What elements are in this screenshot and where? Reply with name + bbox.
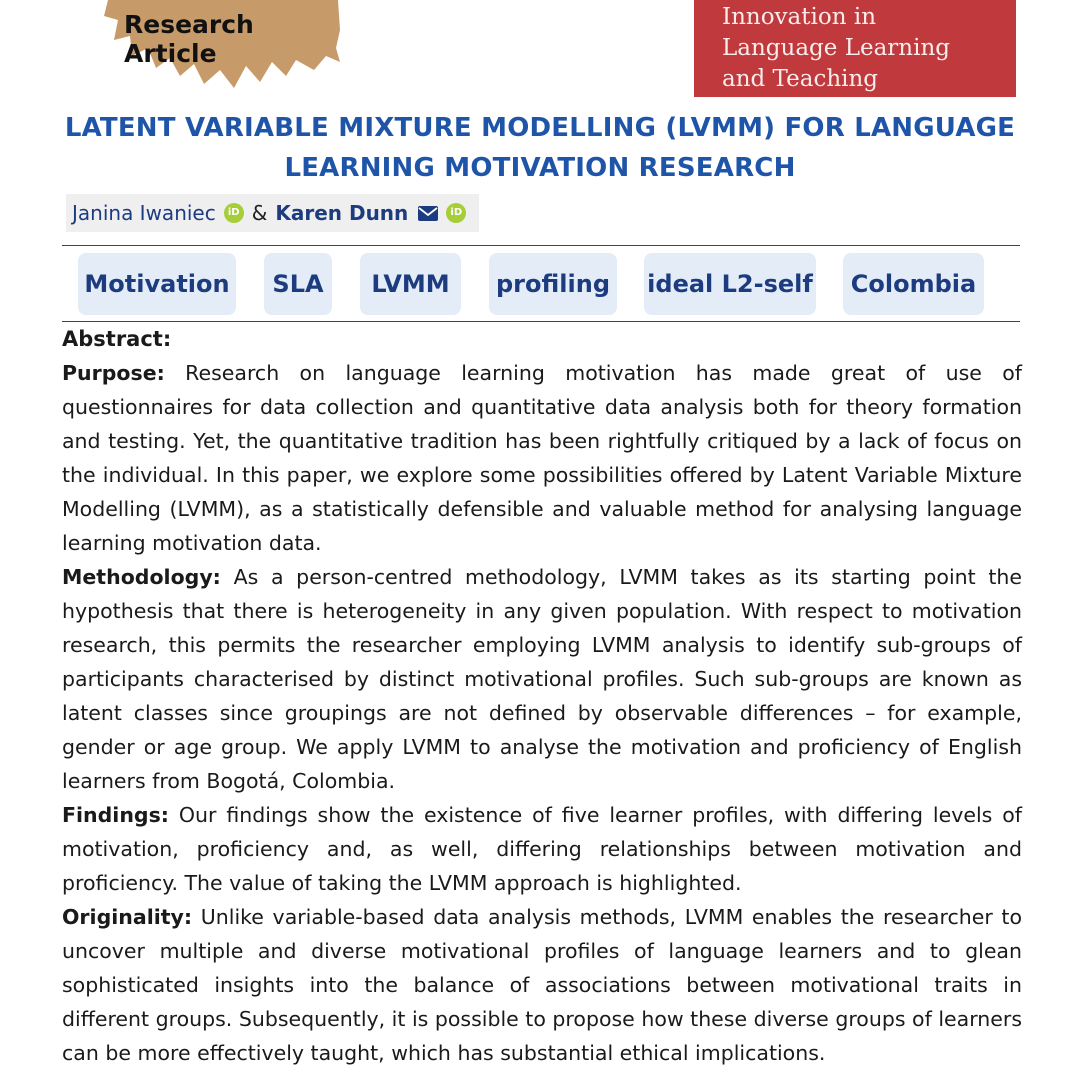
keyword-tag[interactable]: profiling <box>489 253 617 315</box>
journal-line: Innovation in <box>722 4 877 30</box>
abstract-findings <box>62 798 1022 900</box>
orcid-icon[interactable]: iD <box>446 203 466 223</box>
keyword-tag[interactable]: Motivation <box>78 253 236 315</box>
section-text: Our findings show the existence of five learner profiles, with differing levels of motivation, proficiency and, as well, differing relationships between motivation and proficiency. The value of taking the LVMM approach is highlighted. <box>62 803 1022 895</box>
section-text: Unlike variable-based data analysis methods, LVMM enables the researcher to uncover multiple and diverse motivational profiles of language learners and to glean sophisticated insights into the balance of associations between motivational traits in different groups. Subsequently, it is possible to propose how these diverse groups of learners can be more effectively taught, which has substantial ethical implications. <box>62 905 1022 1065</box>
journal-line: Language Learning <box>722 35 950 61</box>
divider <box>62 245 1020 246</box>
section-label: Methodology: <box>62 565 221 589</box>
research-article-badge <box>100 0 345 92</box>
keyword-tag[interactable]: SLA <box>264 253 332 315</box>
section-text: As a person-centred methodology, LVMM takes as its starting point the hypothesis that there is heterogeneity in any given population. With respect to motivation research, this permits the researcher employing LVMM analysis to identify sub-groups of participants characterised by distinct motivational profiles. Such sub-groups are known as latent classes since groupings are not defined by observable differences – for example, gender or age group. We apply LVMM to analyse the motivation and proficiency of English learners from Bogotá, Colombia. <box>62 565 1022 793</box>
article-title <box>40 108 1040 188</box>
section-text: Research on language learning motivation has made great of use of questionnaires for data collection and quantitative data analysis both for theory formation and testing. Yet, the quantitative tradition has been rightfully critiqued by a lack of focus on the individual. In this paper, we explore some possibilities offered by Latent Variable Mixture Modelling (LVMM), as a statistically defensible and valuable method for analysing language learning motivation data. <box>62 361 1022 555</box>
title-line-2: LEARNING MOTIVATION RESEARCH <box>284 153 796 183</box>
journal-logo <box>694 0 1016 97</box>
author-name[interactable]: Janina Iwaniec <box>72 201 216 225</box>
section-label: Originality: <box>62 905 193 929</box>
keyword-tag[interactable]: LVMM <box>360 253 461 315</box>
abstract-heading: Abstract: <box>62 327 172 351</box>
keyword-tag[interactable]: ideal L2-self <box>644 253 816 315</box>
journal-line: and Teaching <box>722 66 879 92</box>
abstract-originality <box>62 900 1022 1070</box>
abstract-methodology <box>62 560 1022 798</box>
section-label: Findings: <box>62 803 169 827</box>
abstract-purpose <box>62 356 1022 560</box>
keyword-tag[interactable]: Colombia <box>843 253 984 315</box>
keyword-list <box>0 253 1080 315</box>
badge-label: Research Article <box>124 10 254 68</box>
abstract <box>62 322 1022 1070</box>
orcid-icon[interactable]: iD <box>224 203 244 223</box>
author-name-corresponding[interactable]: Karen Dunn <box>275 201 409 225</box>
title-line-1: LATENT VARIABLE MIXTURE MODELLING (LVMM) FOR LANGUAGE <box>64 113 1016 143</box>
section-label: Purpose: <box>62 361 165 385</box>
author-separator: & <box>251 201 268 225</box>
email-icon[interactable] <box>418 206 438 221</box>
author-list <box>66 194 479 232</box>
